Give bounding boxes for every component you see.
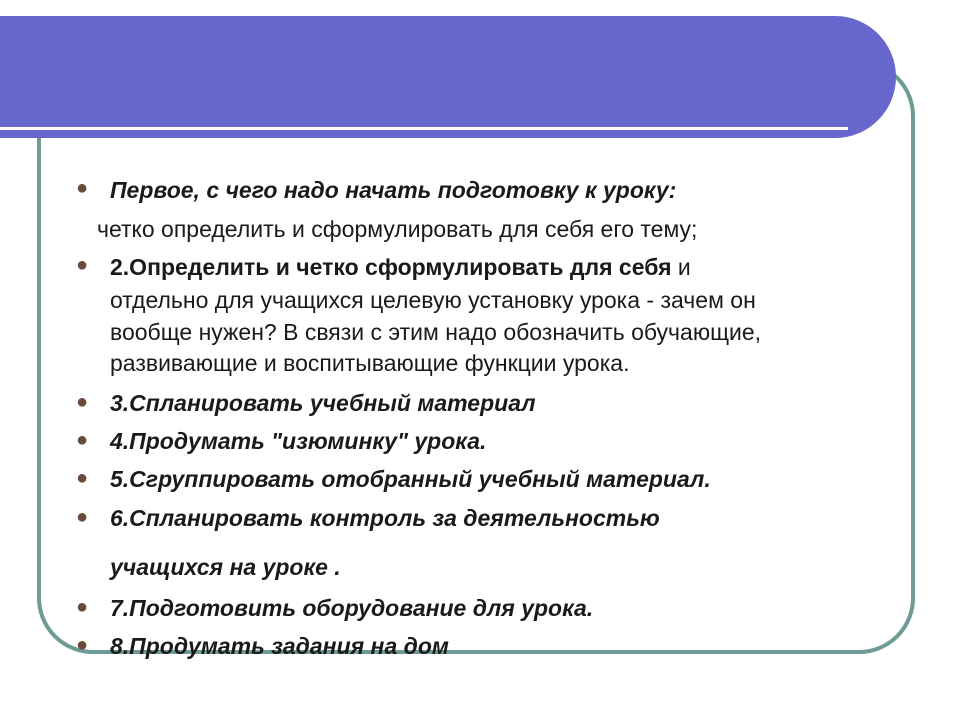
- item-2-line-1-rest: и: [671, 254, 691, 280]
- item-1-continuation: четко определить и сформулировать для себя его тему;: [97, 216, 698, 242]
- bullet-icon: ●: [76, 506, 89, 528]
- item-2-bold-text: 2.Определить и четко сформулировать для себя: [110, 254, 672, 280]
- item-2-line-3: вообще нужен? В связи с этим надо обозначить обучающие,: [110, 319, 762, 345]
- bullet-icon: ●: [76, 429, 89, 451]
- item-7-text: 7.Подготовить оборудование для урока.: [110, 595, 594, 621]
- bullet-icon: ●: [76, 634, 89, 656]
- bullet-icon: ●: [76, 254, 89, 276]
- title-bar: [0, 16, 896, 138]
- item-6-line-2: учащихся на уроке .: [110, 554, 341, 580]
- item-2-line-2: отдельно для учащихся целевую установку урока - зачем он: [110, 287, 756, 313]
- item-1-heading: Первое, с чего надо начать подготовку к уроку:: [110, 177, 677, 203]
- item-8-text: 8.Продумать задания на дом: [110, 633, 449, 659]
- title-bar-underline: [0, 127, 848, 130]
- bullet-icon: ●: [76, 391, 89, 413]
- bullet-icon: ●: [76, 596, 89, 618]
- item-6-text: 6.Спланировать контроль за деятельностью: [110, 505, 660, 531]
- item-2-line-4: развивающие и воспитывающие функции урока.: [110, 350, 630, 376]
- item-2-line-1: [110, 253, 691, 282]
- item-5-text: 5.Сгруппировать отобранный учебный материал.: [110, 466, 711, 492]
- item-3-text: 3.Спланировать учебный материал: [110, 390, 536, 416]
- bullet-icon: ●: [76, 467, 89, 489]
- bullet-icon: ●: [76, 177, 89, 199]
- item-4-text: 4.Продумать "изюминку" урока.: [110, 428, 487, 454]
